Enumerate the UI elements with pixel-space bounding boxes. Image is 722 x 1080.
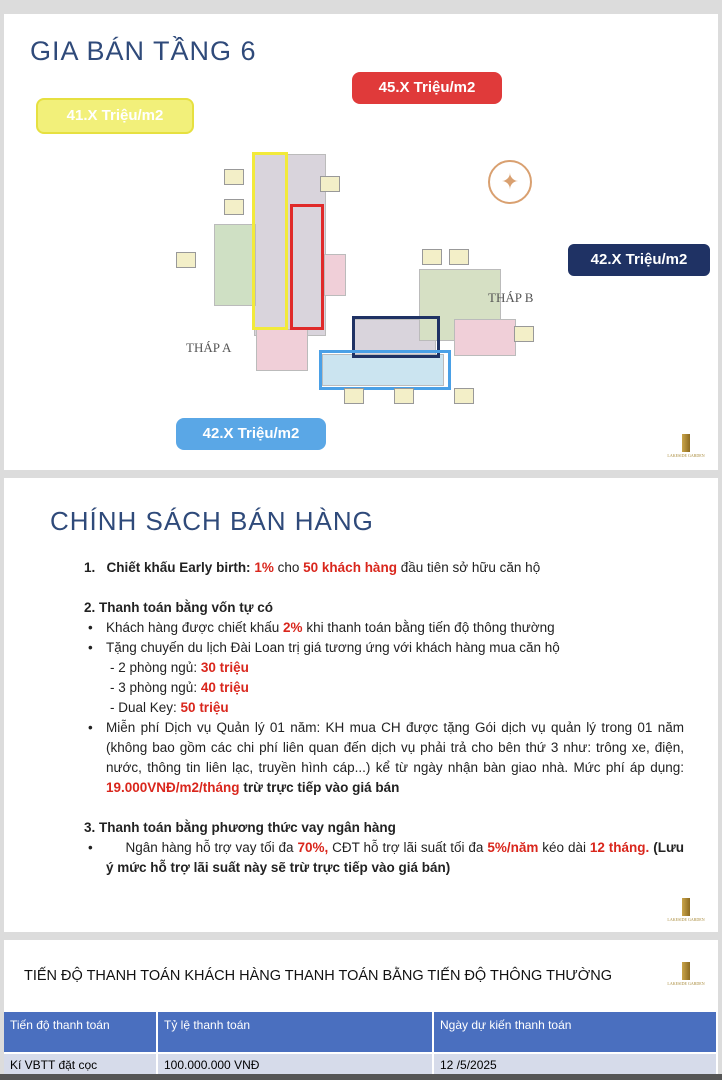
table-row: Kí VBTT đặt cọc 100.000.000 VNĐ 12 /5/2025 [4, 1053, 717, 1076]
yellow-zone-outline [252, 152, 288, 330]
sub-item: - Dual Key: 50 triệu [110, 700, 229, 715]
slide-payment-schedule [4, 940, 718, 1080]
policy-3-bullet: • Ngân hàng hỗ trợ vay tối đa 70%, CĐT hỗ trợ lãi suất tối đa 5%/năm kéo dài 12 tháng. (Lưu ý mức hỗ trợ lãi suất này sẽ trừ trực tiếp vào giá bán) [84, 838, 684, 878]
policy-2-bullet-1: • Khách hàng được chiết khấu 2% khi thanh toán bằng tiến độ thông thường [84, 618, 684, 638]
slide-title: GIA BÁN TẦNG 6 [30, 36, 257, 66]
sub-item: - 2 phòng ngủ: 30 triệu [110, 660, 249, 675]
tower-b-label: THÁP B [488, 290, 534, 305]
policy-2-bullet-2: • Tặng chuyến du lịch Đài Loan trị giá tương ứng với khách hàng mua căn hộ [84, 638, 684, 658]
slide-title: TIẾN ĐỘ THANH TOÁN KHÁCH HÀNG THANH TOÁN BẰNG TIẾN ĐỘ THÔNG THƯỜNG [24, 968, 612, 984]
policy-1: 1. Chiết khấu Early birth: 1% cho 50 khách hàng đầu tiên sở hữu căn hộ [84, 560, 541, 575]
bottom-bar [0, 1074, 722, 1080]
red-zone-outline [290, 204, 324, 330]
sub-item: - 3 phòng ngủ: 40 triệu [110, 680, 249, 695]
slide-title: CHÍNH SÁCH BÁN HÀNG [50, 506, 374, 536]
slide-sales-policy [4, 478, 718, 932]
price-badge-yellow: 41.X Triệu/m2 [36, 98, 194, 134]
lightblue-zone-outline [319, 350, 451, 390]
payment-table [4, 1012, 718, 1076]
compass-icon: ✦ [488, 160, 532, 204]
tower-a-label: THÁP A [186, 340, 232, 355]
policy-2-bullet-3: • Miễn phí Dịch vụ Quản lý 01 năm: KH mua CH được tặng Gói dịch vụ quản lý trong 01 năm (không bao gồm các chi phí liên quan đến dịch vụ phải trả cho bên thứ 3 như: trông xe, điện, nước, thông tin liên lạc, truyền hình cáp...) kể từ ngày nhận bàn giao nhà. Mức phí áp dụng: 19.000VNĐ/m2/tháng trừ trực tiếp vào giá bán [84, 718, 684, 798]
slide-floor-6-prices [4, 14, 718, 470]
policy-content [84, 558, 684, 878]
policy-3-heading: 3. Thanh toán bằng phương thức vay ngân hàng [84, 820, 396, 835]
table-header: Tiến độ thanh toán Tỷ lệ thanh toán Ngày dự kiến thanh toán [4, 1012, 717, 1053]
lakeside-logo: LAKESIDE GARDEN [666, 434, 706, 458]
lakeside-logo: LAKESIDE GARDEN [666, 962, 706, 986]
lakeside-logo: LAKESIDE GARDEN [666, 898, 706, 922]
price-badge-red: 45.X Triệu/m2 [352, 72, 502, 104]
policy-2-heading: 2. Thanh toán bằng vốn tự có [84, 600, 274, 615]
price-badge-navy: 42.X Triệu/m2 [566, 242, 712, 278]
price-badge-lightblue: 42.X Triệu/m2 [176, 418, 326, 450]
